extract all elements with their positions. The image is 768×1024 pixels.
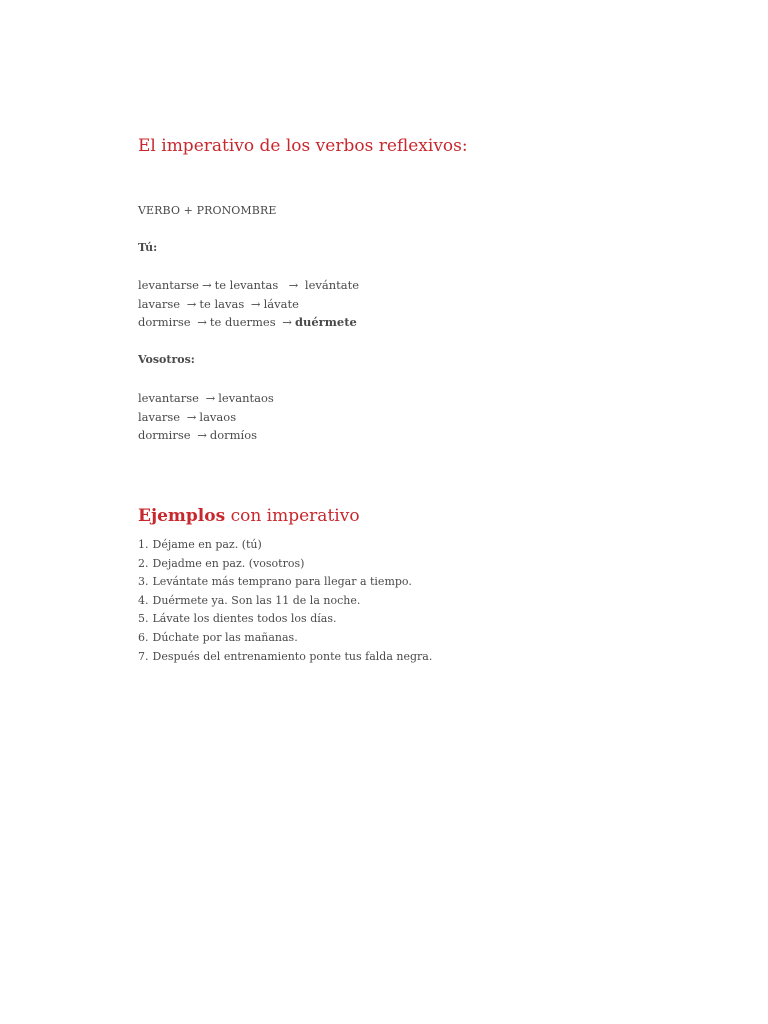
item-number: 7. [138,649,149,663]
imperative-form: lávate [263,296,299,311]
list-item [138,536,432,555]
arrow-icon: → [250,296,261,311]
list-item [138,629,432,648]
list-item [138,276,359,295]
infinitive: lavarse [138,296,181,311]
imperative-form: levántate [304,278,360,292]
item-number: 3. [138,575,149,589]
imperative-form: levantaos [218,391,274,405]
example-text: Duérmete ya. Son las 11 de la noche. [152,593,361,607]
example-text: Después del entrenamiento ponte tus falda negra. [152,649,433,663]
example-text: Dúchate por las mañanas. [152,630,298,644]
item-number: 5. [138,612,149,626]
arrow-icon: → [197,428,207,443]
section-heading-examples [138,505,360,527]
example-text: Déjame en paz. (tú) [152,538,262,551]
vosotros-verb-list [138,389,274,445]
list-item [138,313,359,332]
infinitive: dormirse [138,428,191,443]
present-form: te lavas [199,296,245,311]
section-heading-reflexive-imperative: El imperativo de los verbos reflexivos: [138,136,468,156]
list-item [138,408,274,427]
arrow-icon: → [197,315,207,330]
list-item [138,389,274,408]
infinitive: dormirse [138,315,191,330]
vosotros-label: Vosotros: [138,353,195,366]
list-item [138,295,359,314]
imperative-form: lavaos [199,409,237,424]
imperative-form: duérmete [294,315,357,330]
arrow-icon: → [288,278,299,292]
present-form: te duermes [209,315,276,330]
arrow-icon: → [205,391,216,405]
arrow-icon: → [282,315,292,330]
examples-list [138,536,432,666]
imperative-form: dormíos [209,428,258,443]
heading-rest-part: con imperativo [225,506,360,526]
formula-text: VERBO + PRONOMBRE [138,204,277,217]
list-item [138,573,432,592]
item-number: 1. [138,538,149,551]
list-item [138,426,274,445]
example-text: Dejadme en paz. (vosotros) [152,556,305,570]
list-item [138,555,432,574]
heading-bold-part: Ejemplos [138,506,226,526]
example-text: Lávate los dientes todos los días. [152,612,337,626]
list-item [138,610,432,629]
example-text: Levántate más temprano para llegar a tiempo. [152,575,412,589]
item-number: 6. [138,630,149,644]
arrow-icon: → [186,296,197,311]
arrow-icon: → [201,278,212,292]
item-number: 4. [138,593,149,607]
item-number: 2. [138,556,149,570]
infinitive: levantarse [138,278,199,292]
arrow-icon: → [186,409,197,424]
list-item [138,592,432,611]
infinitive: levantarse [138,391,199,405]
tu-label: Tú: [138,241,158,254]
tu-verb-list [138,276,359,332]
list-item [138,648,432,667]
infinitive: lavarse [138,409,181,424]
present-form: te levantas [214,278,279,292]
